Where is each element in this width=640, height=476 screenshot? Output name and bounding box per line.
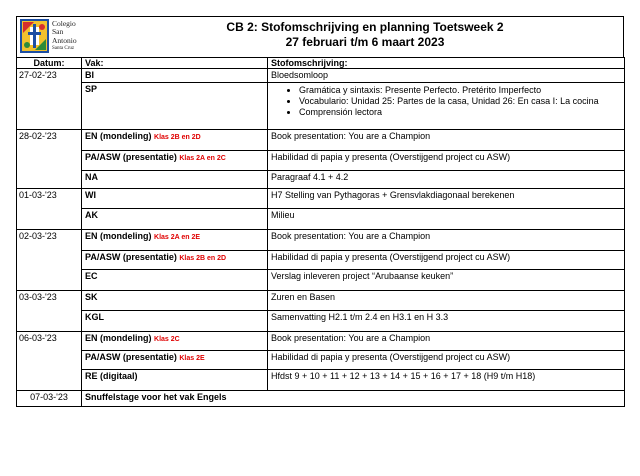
table-header-row [17,58,625,69]
subject-cell [82,151,268,171]
school-name [52,20,77,52]
table-row [17,171,625,189]
subject-label: PA/ASW (presentatie) [85,252,177,262]
table-row [17,370,625,391]
document-header [16,16,624,57]
subject-cell [82,370,268,391]
subject-cell [82,130,268,151]
subject-label: PA/ASW (presentatie) [85,152,177,162]
final-row-text: Snuffelstage voor het vak Engels [82,391,625,407]
title-line-1: CB 2: Stofomschrijving en planning Toetsweek 2 [226,20,504,34]
logo-line-2: San [52,27,64,37]
class-note: Klas 2A en 2E [154,234,201,241]
description-cell: Hfdst 9 + 10 + 11 + 12 + 13 + 14 + 15 + 16 + 17 + 18 (H9 t/m H18) [268,370,625,391]
subject-label: WI [85,190,96,200]
class-note: Klas 2C [154,336,180,343]
school-logo [20,19,102,55]
description-cell: Book presentation: You are a Champion [268,230,625,251]
description-cell: Habilidad di papia y presenta (Overstijgend project cu ASW) [268,151,625,171]
table-row [17,291,625,311]
date-cell: 07-03-'23 [17,391,82,407]
class-note: Klas 2B en 2D [179,255,227,262]
subject-cell [82,351,268,370]
subject-cell [82,332,268,351]
description-list [271,85,621,118]
table-row [17,189,625,209]
subject-cell [82,230,268,251]
column-header-description: Stofomschrijving: [268,58,625,69]
description-cell: Milieu [268,209,625,230]
description-cell: Book presentation: You are a Champion [268,130,625,151]
subject-label: KGL [85,312,104,322]
date-cell: 27-02-'23 [17,69,82,130]
subject-label: EC [85,271,98,281]
planning-table [16,57,625,407]
subject-label: NA [85,172,98,182]
table-row [17,332,625,351]
subject-cell [82,311,268,332]
subject-cell [82,171,268,189]
date-cell: 28-02-'23 [17,130,82,189]
subject-label: AK [85,210,98,220]
logo-line-4: Santa Cruz [52,46,75,52]
table-row [17,230,625,251]
subject-cell [82,189,268,209]
date-cell: 01-03-'23 [17,189,82,230]
table-row [17,209,625,230]
table-row [17,351,625,370]
table-row [17,251,625,270]
logo-line-3: Antonio [52,35,77,45]
column-header-subject: Vak: [82,58,268,69]
subject-label: BI [85,70,94,80]
logo-line-1: Colegio [52,19,76,28]
table-row [17,83,625,130]
title-line-2: 27 februari t/m 6 maart 2023 [285,35,445,49]
subject-cell [82,251,268,270]
table-row [17,270,625,291]
class-note: Klas 2B en 2D [154,134,201,141]
subject-label: SP [85,84,98,94]
subject-cell [82,69,268,83]
description-cell: Habilidad di papia y presenta (Overstijgend project cu ASW) [268,251,625,270]
subject-label: EN (mondeling) [85,333,152,343]
table-row [17,69,625,83]
document-title [127,20,603,50]
description-cell: Zuren en Basen [268,291,625,311]
class-note: Klas 2A en 2C [179,155,226,162]
date-cell: 06-03-'23 [17,332,82,391]
planning-document [16,16,624,407]
table-row-final [17,391,625,407]
description-list-item: • Gramática y sintaxis: Presente Perfecto. Pretérito Imperfecto [299,85,621,96]
description-cell: Habilidad di papia y presenta (Overstijgend project cu ASW) [268,351,625,370]
description-list-item: • Vocabulario: Unidad 25: Partes de la casa, Unidad 26: En casa I: La cocina [299,96,621,107]
subject-label: RE (digitaal) [85,371,138,381]
subject-label: PA/ASW (presentatie) [85,352,177,362]
subject-cell [82,83,268,130]
subject-cell [82,291,268,311]
subject-cell [82,270,268,291]
subject-cell [82,209,268,230]
date-cell: 03-03-'23 [17,291,82,332]
subject-label: EN (mondeling) [85,131,152,141]
table-row [17,151,625,171]
description-cell: Verslag inleveren project “Arubaanse keuken” [268,270,625,291]
column-header-date: Datum: [17,58,82,69]
subject-label: SK [85,292,98,302]
date-cell: 02-03-'23 [17,230,82,291]
description-cell [268,83,625,130]
description-cell: Bloedsomloop [268,69,625,83]
table-body [17,69,625,407]
class-note: Klas 2E [179,355,205,362]
description-cell: Paragraaf 4.1 + 4.2 [268,171,625,189]
table-row [17,130,625,151]
subject-label: EN (mondeling) [85,231,152,241]
description-cell: Book presentation: You are a Champion [268,332,625,351]
school-crest-icon [20,19,49,53]
description-cell: H7 Stelling van Pythagoras + Grensvlakdiagonaal berekenen [268,189,625,209]
description-list-item: • Comprensión lectora [299,107,621,118]
description-cell: Samenvatting H2.1 t/m 2.4 en H3.1 en H 3.3 [268,311,625,332]
table-row [17,311,625,332]
